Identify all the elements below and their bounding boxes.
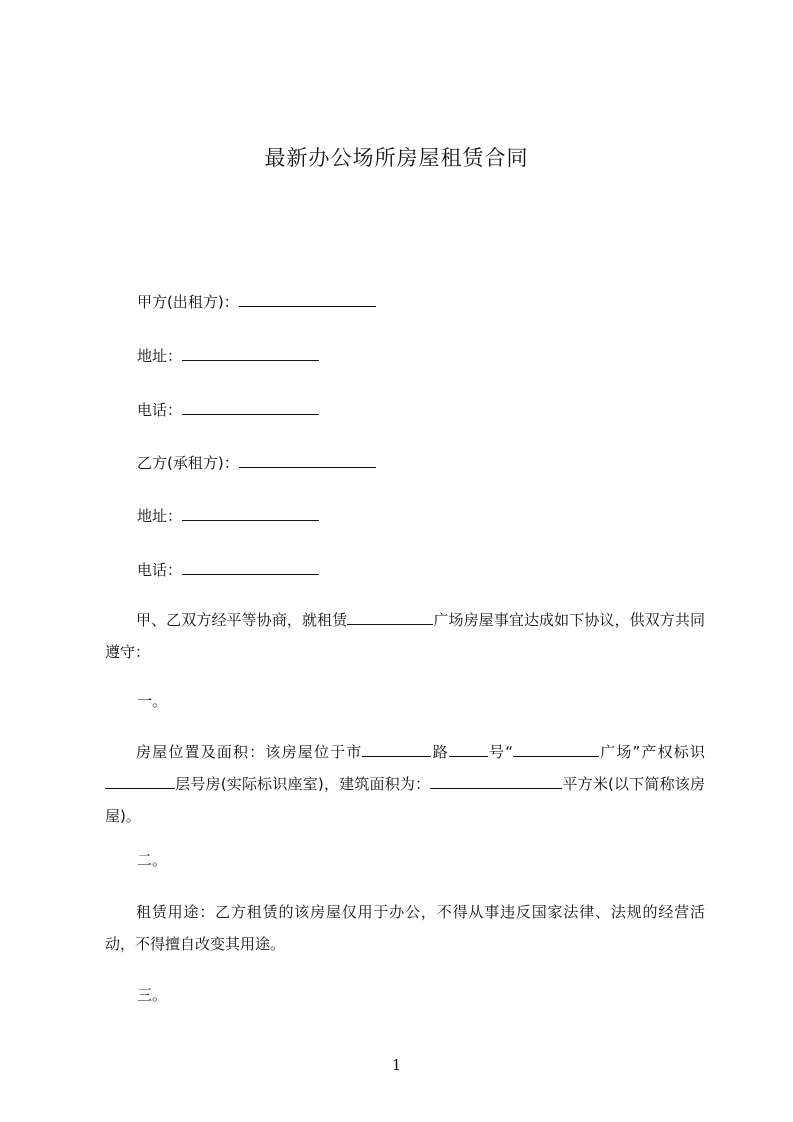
intro-text-2: 广场房屋事宜达成如下协议，供双方共同遵守： bbox=[105, 611, 705, 661]
party-a-phone-label: 电话： bbox=[137, 401, 183, 419]
party-b-label: 乙方(承租方)： bbox=[137, 454, 239, 472]
section-1-heading: 一。 bbox=[137, 692, 168, 710]
section-1-text-1: 房屋位置及面积：该房屋位于市 bbox=[136, 743, 363, 761]
page-number: 1 bbox=[391, 1056, 402, 1074]
area-blank bbox=[430, 774, 562, 789]
intro-blank bbox=[347, 610, 433, 625]
section-1-text-3: 号“ bbox=[487, 743, 513, 761]
section-3-heading: 三。 bbox=[137, 986, 168, 1004]
party-a-address-label: 地址： bbox=[137, 347, 183, 365]
party-b-address-line bbox=[137, 506, 319, 525]
party-b-blank bbox=[239, 453, 376, 468]
plaza-blank bbox=[513, 742, 599, 757]
section-1-text-2: 路 bbox=[431, 743, 449, 761]
section-2-paragraph: 租赁用途：乙方租赁的该房屋仅用于办公，不得从事违反国家法律、法规的经营活动，不得擅自改变其用途。 bbox=[105, 903, 705, 953]
section-1-text-5: 层号房(实际标识座室)，建筑面积为： bbox=[175, 775, 431, 793]
party-a-address-line bbox=[137, 346, 319, 365]
document-title: 最新办公场所房屋租赁合同 bbox=[264, 146, 529, 170]
party-b-phone-blank bbox=[182, 560, 319, 575]
floor-blank bbox=[105, 774, 175, 789]
intro-text-1: 甲、乙双方经平等协商，就租赁 bbox=[136, 611, 348, 629]
party-a-phone-line bbox=[137, 400, 319, 419]
party-b-address-label: 地址： bbox=[137, 507, 183, 525]
section-2-heading: 二。 bbox=[137, 851, 168, 869]
city-blank bbox=[362, 742, 431, 757]
party-a-line bbox=[137, 292, 376, 311]
intro-paragraph bbox=[105, 604, 705, 668]
party-a-label: 甲方(出租方)： bbox=[137, 293, 239, 311]
party-a-phone-blank bbox=[182, 400, 319, 415]
section-1-text-6: 平方米(以下简称该房屋)。 bbox=[105, 775, 705, 825]
section-1-paragraph bbox=[105, 736, 705, 832]
party-b-address-blank bbox=[182, 506, 319, 521]
party-b-phone-line bbox=[137, 560, 319, 579]
party-b-phone-label: 电话： bbox=[137, 561, 183, 579]
road-blank bbox=[449, 742, 488, 757]
party-b-line bbox=[137, 453, 376, 472]
section-1-text-4: 广场”产权标识 bbox=[598, 743, 705, 761]
party-a-address-blank bbox=[182, 346, 319, 361]
party-a-blank bbox=[239, 292, 376, 307]
